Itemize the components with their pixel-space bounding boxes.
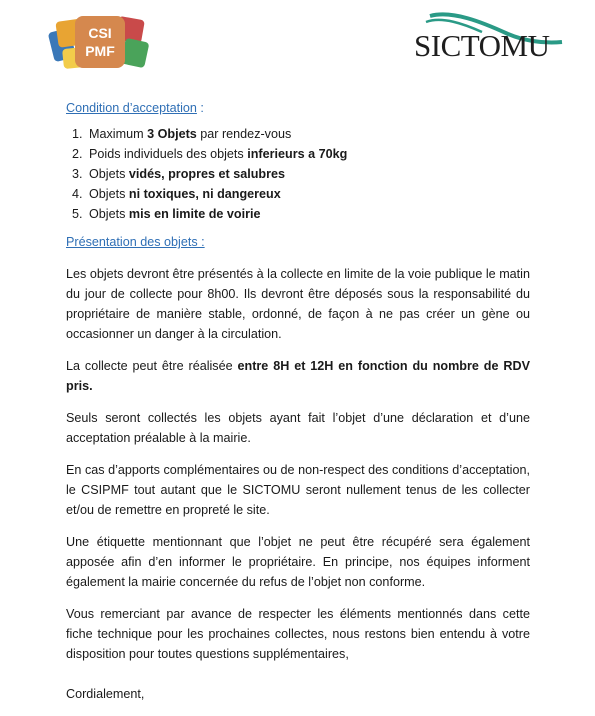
paragraph-declaration: Seuls seront collectés les objets ayant fait l’objet d’une déclaration et d’une acceptation préalable à la mairie. — [66, 411, 530, 445]
csipmf-logo — [47, 12, 155, 72]
sictomu-logo-text: SICTOMU — [414, 28, 550, 63]
document-body — [66, 98, 530, 716]
paragraph-thanks: Vous remerciant par avance de respecter les éléments mentionnés dans cette fiche technique pour les prochaines collectes, nous restons bien entendu à votre disposition pour toutes questions supplémentaires, — [66, 607, 530, 661]
list-item: 3. Objets vidés, propres et salubres — [86, 164, 530, 184]
sictomu-logo — [412, 12, 582, 66]
conditions-title-suffix: : — [196, 101, 204, 115]
paragraph-collection-time: La collecte peut être réalisée entre 8H et 12H en fonction du nombre de RDV pris. — [66, 359, 530, 393]
closing-text: Cordialement, — [66, 687, 145, 701]
list-item: 1. Maximum 3 Objets par rendez-vous — [86, 124, 530, 144]
list-item: 4. Objets ni toxiques, ni dangereux — [86, 184, 530, 204]
conditions-list — [66, 124, 530, 224]
list-item: 5. Objets mis en limite de voirie — [86, 204, 530, 224]
list-item: 2. Poids individuels des objets inferieurs a 70kg — [86, 144, 530, 164]
paragraph-label: Une étiquette mentionnant que l’objet ne peut être récupéré sera également apposée afin d’en informer le propriétaire. En principe, nos équipes informent également la mairie concernée du refus de l’objet non conforme. — [66, 535, 530, 589]
csi-logo-text: CSI — [88, 25, 112, 41]
paragraph-presentation: Les objets devront être présentés à la collecte en limite de la voie publique le matin du jour de collecte pour 8h00. Ils devront être déposés sous la responsabilité du propriétaire de manière stable, ordonné, de façon à ne pas créer un gène ou occasionner un danger à la circulation. — [66, 267, 530, 341]
presentation-title: Présentation des objets : — [66, 235, 205, 249]
paragraph-non-compliance: En cas d’apports complémentaires ou de non-respect des conditions d’acceptation, le CSIPMF tout autant que le SICTOMU seront nullement tenus de les collecter et/ou de remettre en propreté le site. — [66, 463, 530, 517]
conditions-heading — [66, 98, 530, 118]
conditions-title: Condition d’acceptation — [66, 101, 197, 115]
pmf-logo-text: PMF — [85, 43, 115, 59]
